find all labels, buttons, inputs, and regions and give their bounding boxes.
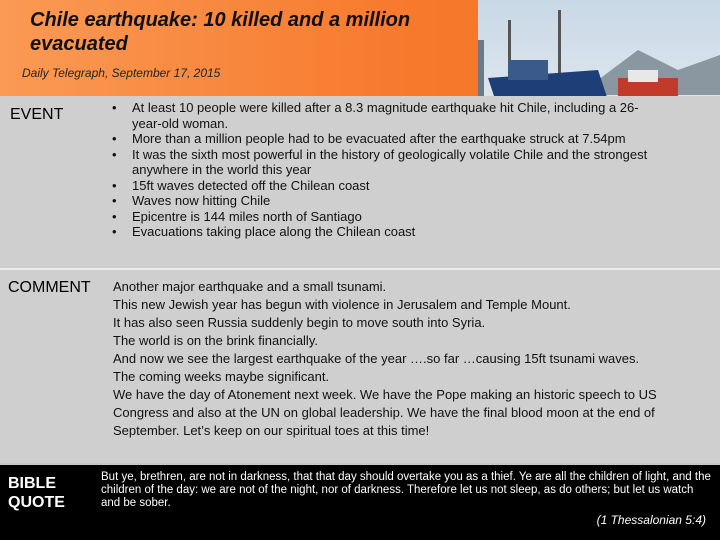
quote-text: But ye, brethren, are not in darkness, that that day should overtake you as a thief. Ye are all the children of light, and the children of the day: we are not of the night, nor of darkness. Therefore let us not sleep, as do others; but let us watch and be sober.: [101, 471, 711, 509]
comment-line: This new Jewish year has begun with violence in Jerusalem and Temple Mount.: [113, 297, 571, 312]
comment-line: The world is on the brink financially.: [113, 333, 318, 348]
event-bullet-list: [106, 100, 666, 240]
article-title: Chile earthquake: 10 killed and a million evacuated: [30, 9, 411, 55]
comment-line: And now we see the largest earthquake of the year ….so far …causing 15ft tsunami waves.: [113, 351, 640, 366]
event-bullet: • At least 10 people were killed after a 8.3 magnitude earthquake hit Chile, including a 26-year-old woman.: [106, 100, 666, 131]
event-bullet: • It was the sixth most powerful in the history of geologically volatile Chile and the strongest anywhere in the world this year: [106, 147, 666, 178]
comment-text: [113, 278, 693, 440]
event-bullet: • More than a million people had to be evacuated after the earthquake struck at 7.54pm: [106, 131, 666, 147]
quote-reference: (1 Thessalonian 5:4): [596, 513, 706, 527]
quote-label: BIBLE QUOTE: [8, 475, 65, 511]
event-label: EVENT: [10, 106, 64, 123]
event-bullet: • Waves now hitting Chile: [106, 193, 666, 209]
event-bullet: • Epicentre is 144 miles north of Santiago: [106, 209, 666, 225]
event-bullet: • Evacuations taking place along the Chilean coast: [106, 224, 666, 240]
comment-line: We have the day of Atonement next week. We have the Pope making an historic speech to US Congress and also at the UN on global leadership. We have the final blood moon at the end of September. Let’s keep on our spiritual toes at this time!: [113, 387, 657, 438]
article-source: Daily Telegraph, September 17, 2015: [22, 66, 221, 80]
comment-label: COMMENT: [8, 279, 91, 296]
event-bullet: • 15ft waves detected off the Chilean coast: [106, 178, 666, 194]
comment-line: It has also seen Russia suddenly begin to move south into Syria.: [113, 315, 486, 330]
comment-line: The coming weeks maybe significant.: [113, 369, 330, 384]
comment-line: Another major earthquake and a small tsunami.: [113, 279, 387, 294]
